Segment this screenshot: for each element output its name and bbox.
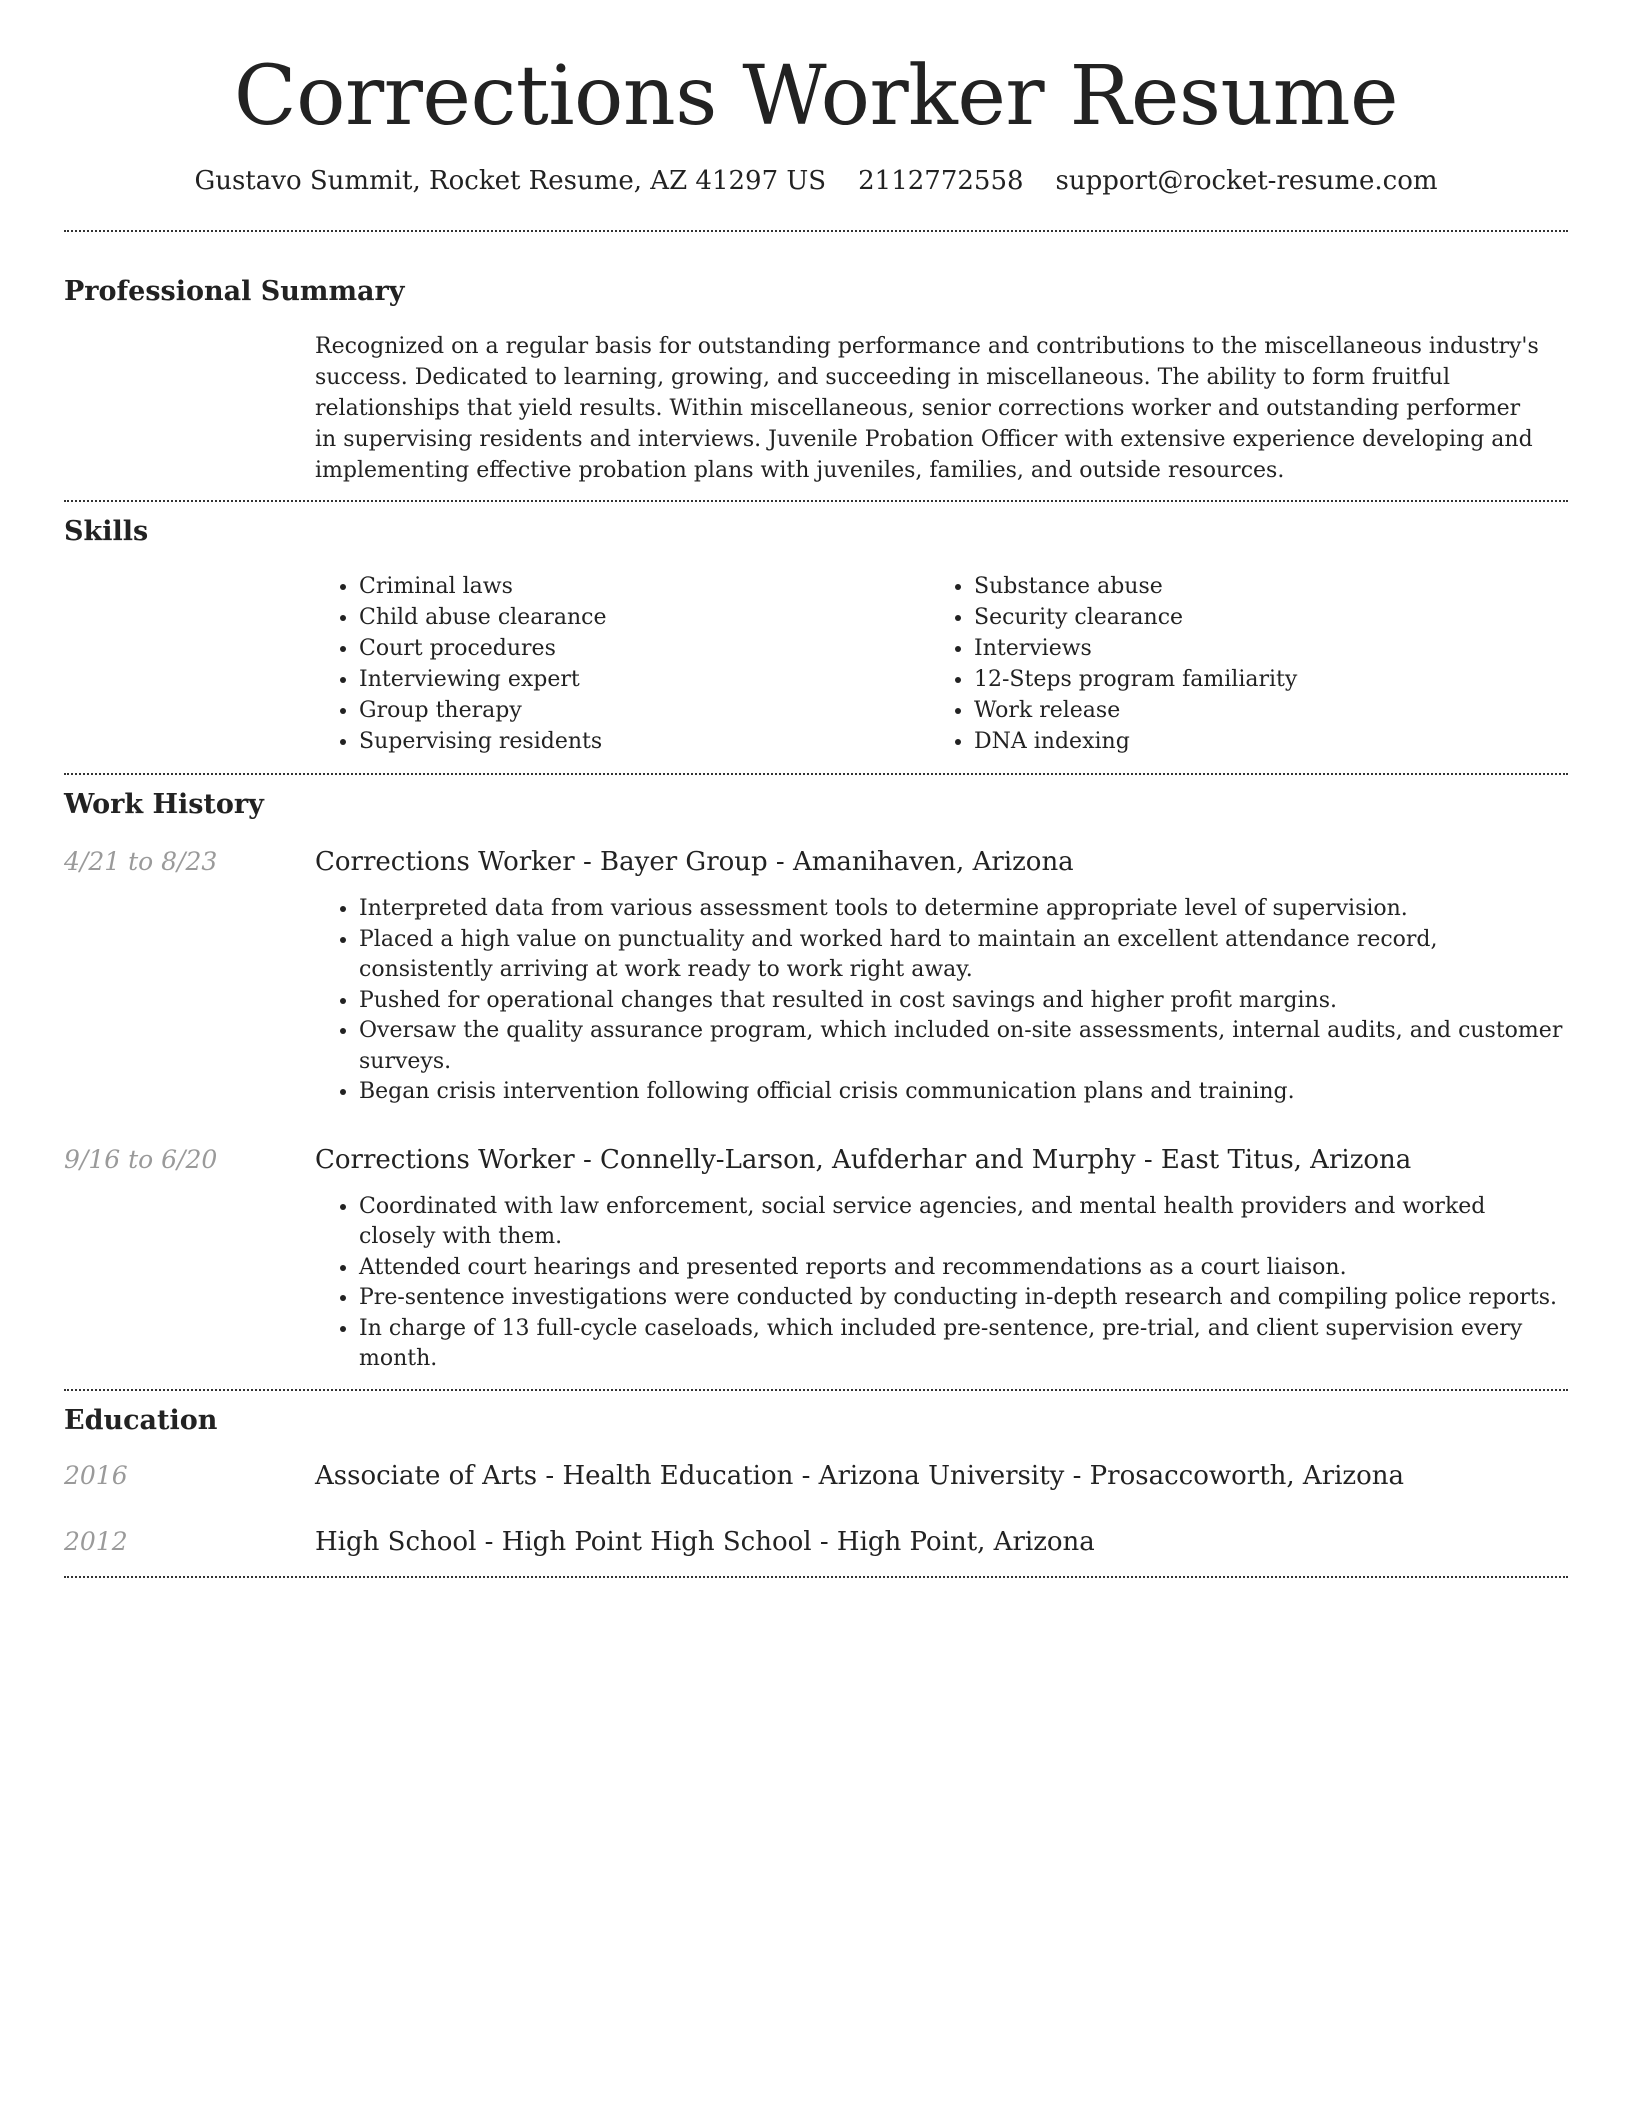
contact-address: Gustavo Summit, Rocket Resume, AZ 41297 US bbox=[194, 166, 827, 197]
skill-item: • Security clearance bbox=[974, 602, 1545, 633]
skill-item: • Group therapy bbox=[359, 695, 930, 726]
skill-item: • Court procedures bbox=[359, 633, 930, 664]
job-bullet: • Attended court hearings and presented reports and recommendations as a court liaison. bbox=[359, 1253, 1568, 1284]
skill-item: • Child abuse clearance bbox=[359, 602, 930, 633]
skill-item: • Interviewing expert bbox=[359, 664, 930, 695]
education-entry bbox=[64, 1460, 1568, 1492]
skill-item: • DNA indexing bbox=[974, 726, 1545, 757]
divider bbox=[64, 230, 1568, 232]
job-bullet: • Placed a high value on punctuality and worked hard to maintain an excellent attendance record, consistently arriving at work ready to work right away. bbox=[359, 925, 1568, 986]
resume-title: Corrections Worker Resume bbox=[233, 49, 1399, 144]
education-body bbox=[315, 1526, 1568, 1558]
education-date: 2016 bbox=[64, 1460, 128, 1490]
education-entry bbox=[64, 1526, 1568, 1558]
summary-heading: Professional Summary bbox=[64, 276, 405, 308]
contact-line bbox=[64, 166, 1568, 196]
skill-item: • Supervising residents bbox=[359, 726, 930, 757]
job-bullet: • Pre-sentence investigations were conducted by conducting in-depth research and compiling police reports. bbox=[359, 1283, 1568, 1314]
skills-heading: Skills bbox=[64, 516, 149, 548]
job-bullets bbox=[315, 1192, 1568, 1375]
job-body bbox=[315, 846, 1568, 1108]
job-title: Corrections Worker - Connelly-Larson, Aufderhar and Murphy - East Titus, Arizona bbox=[315, 1144, 1412, 1175]
skill-item: • 12-Steps program familiarity bbox=[974, 664, 1545, 695]
job-entry bbox=[64, 846, 1568, 1108]
work-heading: Work History bbox=[64, 789, 264, 821]
skills-list-left bbox=[315, 571, 930, 757]
job-title: Corrections Worker - Bayer Group - Amanihaven, Arizona bbox=[315, 847, 1074, 878]
education-heading: Education bbox=[64, 1404, 218, 1436]
job-entry bbox=[64, 1144, 1568, 1375]
skills-list-right bbox=[930, 571, 1545, 757]
education-title: High School - High Point High School - High Point, Arizona bbox=[315, 1526, 1095, 1557]
divider bbox=[64, 500, 1568, 502]
job-date: 9/16 to 6/20 bbox=[64, 1144, 218, 1174]
job-bullets bbox=[315, 894, 1568, 1108]
education-date: 2012 bbox=[64, 1526, 128, 1556]
job-bullet: • Began crisis intervention following official crisis communication plans and training. bbox=[359, 1077, 1568, 1108]
job-bullet: • In charge of 13 full-cycle caseloads, which included pre-sentence, pre-trial, and client supervision every month. bbox=[359, 1314, 1568, 1375]
job-bullet: • Pushed for operational changes that resulted in cost savings and higher profit margins. bbox=[359, 986, 1568, 1017]
job-bullet: • Coordinated with law enforcement, social service agencies, and mental health providers and worked closely with them. bbox=[359, 1192, 1568, 1253]
skill-item: • Substance abuse bbox=[974, 571, 1545, 602]
contact-phone: 2112772558 bbox=[858, 166, 1024, 197]
skills-grid bbox=[315, 571, 1568, 757]
divider bbox=[64, 1576, 1568, 1578]
skill-item: • Criminal laws bbox=[359, 571, 930, 602]
job-date: 4/21 to 8/23 bbox=[64, 847, 218, 877]
job-body bbox=[315, 1144, 1568, 1375]
education-body bbox=[315, 1460, 1568, 1492]
job-bullet: • Interpreted data from various assessment tools to determine appropriate level of supervision. bbox=[359, 894, 1568, 925]
skill-item: • Interviews bbox=[974, 633, 1545, 664]
divider bbox=[64, 1389, 1568, 1391]
contact-email: support@rocket-resume.com bbox=[1055, 166, 1438, 197]
education-title: Associate of Arts - Health Education - Arizona University - Prosaccoworth, Arizona bbox=[315, 1460, 1405, 1491]
skill-item: • Work release bbox=[974, 695, 1545, 726]
summary-text: Recognized on a regular basis for outstanding performance and contributions to the miscellaneous industry's success. Dedicated to learning, growing, and succeeding in miscellaneous. The ability to form fruitful relationships that yield results. Within miscellaneous, senior corrections worker and outstanding performer in supervising residents and interviews. Juvenile Probation Officer with extensive experience developing and implementing effective probation plans with juveniles, families, and outside resources. bbox=[315, 334, 1539, 484]
divider bbox=[64, 773, 1568, 775]
job-bullet: • Oversaw the quality assurance program, which included on-site assessments, internal audits, and customer surveys. bbox=[359, 1016, 1568, 1077]
